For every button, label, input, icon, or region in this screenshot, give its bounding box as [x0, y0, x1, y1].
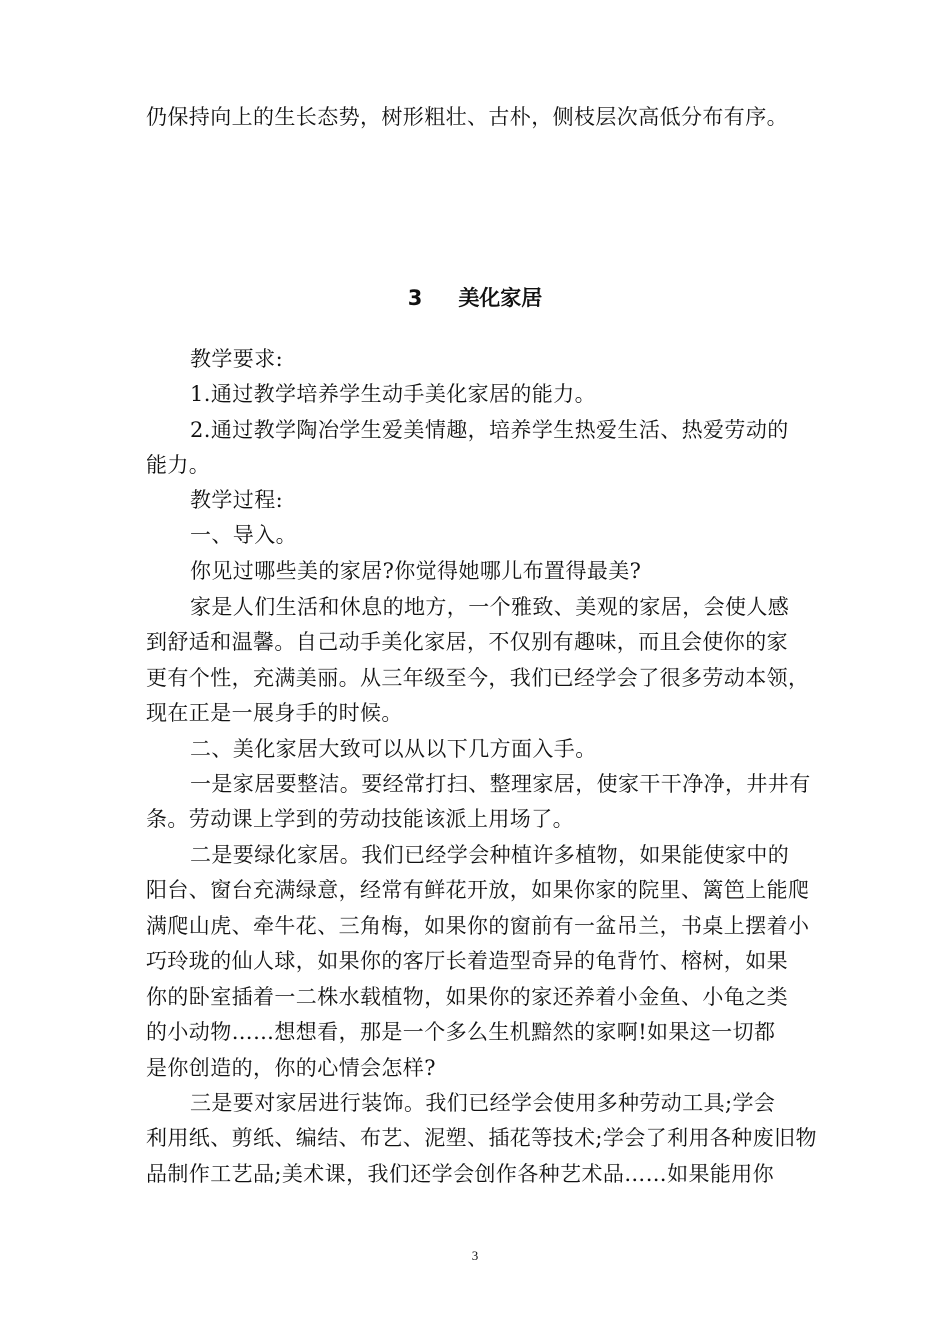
- paragraph-line: 阳台、窗台充满绿意，经常有鲜花开放，如果你家的院里、篱笆上能爬: [146, 878, 810, 902]
- paragraph-line: 能力。: [146, 453, 211, 477]
- section-title: 美化家居: [458, 286, 543, 310]
- paragraph-line: 三是要对家居进行装饰。我们已经学会使用多种劳动工具;学会: [190, 1091, 776, 1115]
- paragraph-line: 2.通过教学陶冶学生爱美情趣，培养学生热爱生活、热爱劳动的: [190, 418, 789, 442]
- paragraph-line: 到舒适和温馨。自己动手美化家居，不仅别有趣味，而且会使你的家: [146, 630, 788, 654]
- paragraph-line: 巧玲珑的仙人球，如果你的客厅长着造型奇异的龟背竹、榕树，如果: [146, 949, 788, 973]
- paragraph-line: 1.通过教学培养学生动手美化家居的能力。: [190, 382, 597, 406]
- paragraph-line: 的小动物……想想看，那是一个多么生机黯然的家啊!如果这一切都: [146, 1020, 776, 1044]
- section-number: 3: [407, 286, 423, 310]
- paragraph-line: 更有个性，充满美丽。从三年级至今，我们已经学会了很多劳动本领，: [146, 666, 810, 690]
- paragraph-line: 现在正是一展身手的时候。: [146, 701, 403, 725]
- paragraph-line: 你见过哪些美的家居?你觉得她哪儿布置得最美?: [190, 559, 642, 583]
- paragraph-line: 二、美化家居大致可以从以下几方面入手。: [190, 737, 597, 761]
- paragraph-line: 教学过程:: [190, 488, 284, 512]
- paragraph-line: 教学要求:: [190, 347, 284, 371]
- paragraph-line: 是你创造的，你的心情会怎样?: [146, 1056, 436, 1080]
- paragraph-line: 家是人们生活和休息的地方，一个雅致、美观的家居，会使人感: [190, 595, 790, 619]
- section-heading: [0, 281, 950, 315]
- paragraph-line: 利用纸、剪纸、编结、布艺、泥塑、插花等技术;学会了利用各种废旧物: [146, 1126, 817, 1150]
- page-number: 3: [471, 1248, 479, 1263]
- paragraph-line: 你的卧室插着一二株水载植物，如果你的家还养着小金鱼、小龟之类: [146, 985, 788, 1009]
- paragraph-line: 仍保持向上的生长态势，树形粗壮、古朴，侧枝层次高低分布有序。: [146, 105, 788, 129]
- paragraph-line: 品制作工艺品;美术课，我们还学会创作各种艺术品……如果能用你: [146, 1162, 775, 1186]
- paragraph-line: 一、导入。: [190, 523, 297, 547]
- paragraph-line: 条。劳动课上学到的劳动技能该派上用场了。: [146, 807, 574, 831]
- paragraph-line: 一是家居要整洁。要经常打扫、整理家居，使家干干净净，井井有: [190, 772, 811, 796]
- paragraph-line: 满爬山虎、牵牛花、三角梅，如果你的窗前有一盆吊兰，书桌上摆着小: [146, 914, 810, 938]
- paragraph-line: 二是要绿化家居。我们已经学会种植许多植物，如果能使家中的: [190, 843, 790, 867]
